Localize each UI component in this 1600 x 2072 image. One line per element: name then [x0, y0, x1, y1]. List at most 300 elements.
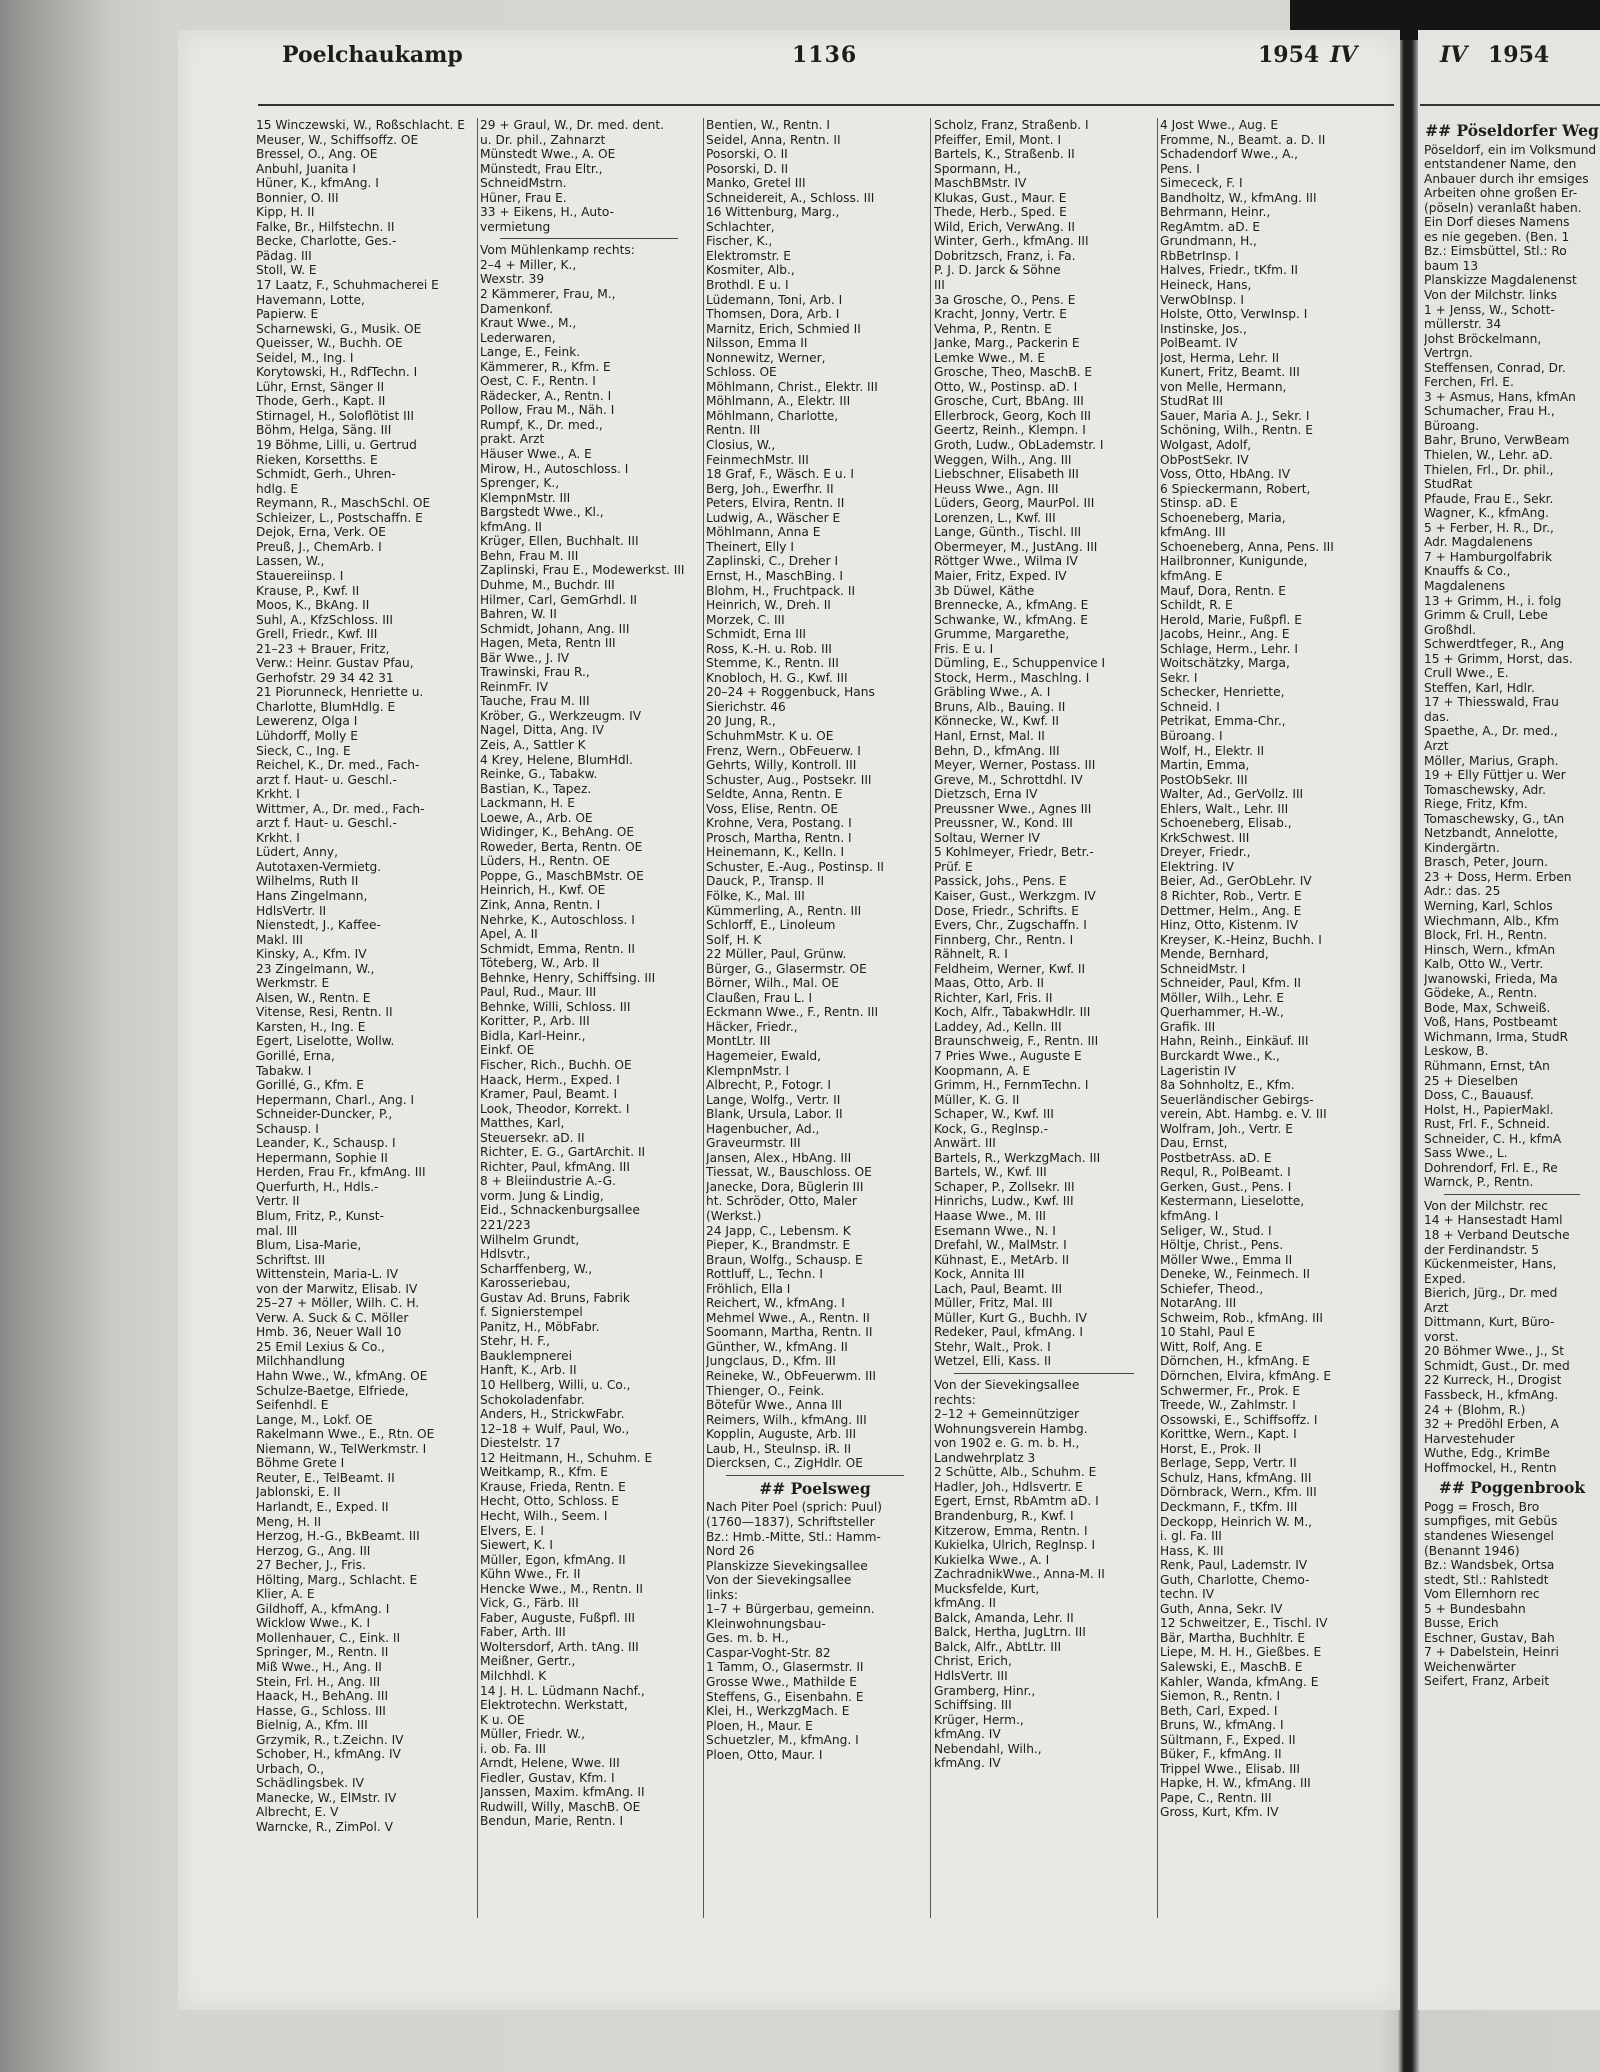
directory-entry: KlempnMstr. I — [706, 1063, 790, 1078]
directory-entry: Hans Zingelmann, — [256, 888, 368, 903]
directory-entry: Magdalenens — [1424, 578, 1506, 593]
directory-entry: Sass Wwe., L. — [1424, 1146, 1508, 1161]
directory-entry: Tomaschewsky, Adr. — [1424, 782, 1546, 797]
directory-entry: Schiefer, Theod., — [1160, 1281, 1264, 1296]
directory-entry: ObPostSekr. IV — [1160, 452, 1249, 467]
directory-entry: Voss, Elise, Rentn. OE — [706, 801, 839, 816]
directory-entry: Marnitz, Erich, Schmied II — [706, 321, 861, 336]
directory-entry: Bauklempnerei — [480, 1348, 572, 1363]
directory-entry: Stein, Frl. H., Ang. III — [256, 1674, 381, 1689]
directory-entry: 23 + Doss, Herm. Erben — [1424, 869, 1572, 884]
directory-entry: Wolfram, Joh., Vertr. E — [1160, 1121, 1293, 1136]
directory-entry: Gustav Ad. Bruns, Fabrik — [480, 1290, 630, 1305]
directory-entry: Niemann, W., TelWerkmstr. I — [256, 1441, 427, 1456]
directory-entry: Grosche, Theo, MaschB. E — [934, 365, 1093, 380]
directory-entry: Großhdl. — [1424, 622, 1477, 637]
directory-entry: Simececk, F. I — [1160, 176, 1243, 191]
directory-entry: Schildt, R. E — [1160, 598, 1233, 613]
directory-entry: Ossowski, E., Schiffsoffz. I — [1160, 1412, 1318, 1427]
directory-entry: Lewerenz, Olga I — [256, 714, 358, 729]
directory-entry: Landwehrplatz 3 — [934, 1450, 1036, 1465]
directory-entry: Schaper, W., Kwf. III — [934, 1107, 1054, 1122]
directory-entry: Reichert, W., kfmAng. I — [706, 1296, 845, 1311]
directory-entry: Arzt — [1424, 738, 1449, 753]
directory-entry: Schiffsing. III — [934, 1698, 1012, 1713]
directory-entry: Meuser, W., Schiffsoffz. OE — [256, 132, 419, 147]
directory-entry: 8a Sohnholtz, E., Kfm. — [1160, 1078, 1295, 1093]
directory-entry: Adr. Magdalenens — [1424, 535, 1533, 550]
directory-entry: Eid., Schnackenburgsallee — [480, 1203, 640, 1218]
directory-entry: Obermeyer, M., JustAng. III — [934, 539, 1098, 554]
directory-entry: Ellerbrock, Georg, Koch III — [934, 408, 1092, 423]
directory-entry: Seifenhdl. E — [256, 1398, 329, 1413]
directory-entry: Pens. I — [1160, 161, 1200, 176]
directory-entry: vermietung — [480, 219, 551, 234]
directory-entry: 20 Jung, R., — [706, 714, 776, 729]
directory-entry: III — [934, 278, 945, 293]
directory-entry: Möller, Marius, Graph. — [1424, 753, 1559, 768]
directory-entry: Anders, H., StrickwFabr. — [480, 1407, 625, 1422]
directory-entry: Krüger, Ellen, Buchhalt. III — [480, 534, 639, 549]
directory-entry: Steffensen, Conrad, Dr. — [1424, 360, 1566, 375]
directory-entry: Jwanowski, Frieda, Ma — [1424, 971, 1558, 986]
directory-entry: Janke, Marg., Packerin E — [934, 336, 1080, 351]
directory-entry: Damenkonf. — [480, 301, 554, 316]
directory-entry: 14 J. H. L. Lüdmann Nachf., — [480, 1683, 645, 1698]
directory-entry: Makl. III — [256, 932, 303, 947]
directory-entry: Müller, Fritz, Mal. III — [934, 1296, 1053, 1311]
directory-entry: Hecht, Otto, Schloss. E — [480, 1494, 620, 1509]
directory-entry: Balck, Amanda, Lehr. II — [934, 1610, 1074, 1625]
directory-entry: kfmAng. II — [480, 519, 542, 534]
directory-entry: Gerhofstr. 29 34 42 31 — [256, 670, 394, 685]
header-rule — [258, 104, 1394, 106]
directory-entry: Thielen, Frl., Dr. phil., — [1424, 462, 1554, 477]
directory-entry: Roweder, Berta, Rentn. OE — [480, 839, 643, 854]
directory-entry: Schneider-Duncker, P., — [256, 1107, 393, 1122]
directory-entry: Alsen, W., Rentn. E — [256, 990, 371, 1005]
directory-entry: Johst Bröckelmann, — [1424, 331, 1542, 346]
directory-entry: Kunert, Fritz, Beamt. III — [1160, 365, 1300, 380]
directory-entry: Mucksfelde, Kurt, — [934, 1581, 1040, 1596]
directory-entry: Schweim, Rob., kfmAng. III — [1160, 1310, 1323, 1325]
page-number: 1136 — [792, 42, 858, 68]
directory-entry: Heuss Wwe., Agn. III — [934, 481, 1059, 496]
directory-entry: 5 + Ferber, H. R., Dr., — [1424, 520, 1554, 535]
directory-entry: SchuhmMstr. K u. OE — [706, 728, 834, 743]
directory-entry: Lange, M., Lokf. OE — [256, 1412, 373, 1427]
directory-entry: Knauffs & Co., — [1424, 564, 1511, 579]
directory-entry: Panitz, H., MöbFabr. — [480, 1319, 600, 1334]
directory-entry: Kröber, G., Werkzeugm. IV — [480, 708, 642, 723]
directory-entry: 4 Jost Wwe., Aug. E — [1160, 118, 1279, 132]
directory-entry: Albrecht, P., Fotogr. I — [706, 1078, 831, 1093]
directory-entry: Salewski, E., MaschB. E — [1160, 1659, 1303, 1674]
directory-entry: Hahn Wwe., W., kfmAng. OE — [256, 1369, 428, 1384]
directory-entry: Hailbronner, Kunigunde, — [1160, 554, 1308, 569]
directory-entry: Wittenstein, Maria-L. IV — [256, 1267, 399, 1282]
directory-entry: Caspar-Voght-Str. 82 — [706, 1645, 831, 1660]
directory-entry: Steffens, G., Eisenbahn. E — [706, 1689, 864, 1704]
directory-entry: Heinemann, K., Kelln. I — [706, 845, 845, 860]
directory-entry: Kitzerow, Emma, Rentn. I — [934, 1523, 1088, 1538]
directory-entry: VerwObInsp. I — [1160, 292, 1244, 307]
directory-entry: Kraut Wwe., M., — [480, 316, 577, 331]
directory-entry: Schlachter, — [706, 219, 775, 234]
directory-entry: Müller, K. G. II — [934, 1092, 1020, 1107]
directory-entry: Papierw. E — [256, 307, 319, 322]
directory-entry: Schmidt, Gerh., Uhren- — [256, 467, 396, 482]
directory-entry: Hadler, Joh., Hdlsvertr. E — [934, 1479, 1083, 1494]
directory-entry: Richter, Paul, kfmAng. III — [480, 1159, 630, 1174]
directory-entry: Seldte, Anna, Rentn. E — [706, 787, 843, 802]
directory-entry: Lüders, H., Rentn. OE — [480, 854, 610, 869]
directory-entry: Dobritzsch, Franz, i. Fa. — [934, 248, 1076, 263]
directory-entry: Beier, Ad., GerObLehr. IV — [1160, 874, 1312, 889]
directory-entry: Planskizze Sievekingsallee — [706, 1558, 868, 1573]
directory-entry: Leskow, B. — [1424, 1044, 1489, 1059]
directory-entry: prakt. Arzt — [480, 432, 545, 447]
directory-entry: Kopplin, Auguste, Arb. III — [706, 1427, 857, 1442]
directory-entry: Pfeiffer, Emil, Mont. I — [934, 132, 1062, 147]
directory-entry: Stehr, H. F., — [480, 1334, 550, 1349]
directory-entry: Peters, Elvira, Rentn. II — [706, 496, 845, 511]
column-divider — [477, 118, 478, 1918]
directory-entry: Nord 26 — [706, 1544, 755, 1559]
directory-entry: links: — [706, 1587, 739, 1602]
directory-entry: Rieken, Korsetths. E — [256, 452, 378, 467]
directory-entry: Diestelstr. 17 — [480, 1436, 561, 1451]
directory-entry: Krüger, Herm., — [934, 1712, 1024, 1727]
directory-entry: Hasse, G., Schloss. III — [256, 1703, 386, 1718]
directory-entry: Dettmer, Helm., Ang. E — [1160, 903, 1302, 918]
directory-entry: Töteberg, W., Arb. II — [480, 956, 600, 971]
directory-entry: Faber, Auguste, Fußpfl. III — [480, 1610, 635, 1625]
directory-entry: von Melle, Hermann, — [1160, 379, 1287, 394]
directory-entry: Mirow, H., Autoschloss. I — [480, 461, 629, 476]
directory-entry: Gödeke, A., Rentn. — [1424, 986, 1538, 1001]
directory-entry: Grimm, H., FernmTechn. I — [934, 1078, 1089, 1093]
directory-entry: Graveurmstr. III — [706, 1136, 801, 1151]
directory-entry: Netzbandt, Annelotte, — [1424, 826, 1559, 841]
directory-entry: verein, Abt. Hambg. e. V. III — [1160, 1107, 1327, 1122]
right-running-head-volume: IV — [1440, 42, 1468, 68]
directory-entry: Nach Piter Poel (sprich: Puul) — [706, 1500, 883, 1515]
directory-entry: arzt f. Haut- u. Geschl.- — [256, 772, 397, 787]
directory-entry: Reimers, Wilh., kfmAng. III — [706, 1412, 867, 1427]
directory-entry: 6 Spieckermann, Robert, — [1160, 481, 1311, 496]
directory-entry: Balck, Alfr., AbtLtr. III — [934, 1639, 1062, 1654]
directory-entry: Dau, Ernst, — [1160, 1136, 1228, 1151]
directory-entry: Morzek, C. III — [706, 612, 785, 627]
directory-entry: Kestermann, Lieselotte, — [1160, 1194, 1305, 1209]
directory-entry: Häcker, Friedr., — [706, 1019, 798, 1034]
directory-entry: Hmb. 36, Neuer Wall 10 — [256, 1325, 402, 1340]
directory-entry: Rust, Frl. F., Schneid. — [1424, 1117, 1550, 1132]
directory-column-5 — [1160, 118, 1390, 1928]
directory-entry: Koch, Alfr., TabakwHdlr. III — [934, 1005, 1091, 1020]
directory-entry: Sierichstr. 46 — [706, 699, 786, 714]
directory-entry: Reichel, K., Dr. med., Fach- — [256, 758, 420, 773]
directory-entry: Soomann, Martha, Rentn. II — [706, 1325, 873, 1340]
directory-entry: 10 Hellberg, Willi, u. Co., — [480, 1378, 631, 1393]
directory-entry: Nonnewitz, Werner, — [706, 350, 826, 365]
directory-entry: 22 Müller, Paul, Grünw. — [706, 947, 847, 962]
directory-entry: Sieck, C., Ing. E — [256, 743, 351, 758]
directory-entry: Bär, Martha, Buchhltr. E — [1160, 1630, 1306, 1645]
directory-entry: 8 Richter, Rob., Vertr. E — [1160, 888, 1302, 903]
directory-entry: Maas, Otto, Arb. II — [934, 976, 1044, 991]
directory-entry: Janssen, Maxim. kfmAng. II — [480, 1785, 645, 1800]
directory-entry: Prosch, Martha, Rentn. I — [706, 830, 852, 845]
running-head-volume: IV — [1330, 42, 1358, 68]
directory-entry: 12 Heitmann, H., Schuhm. E — [480, 1450, 653, 1465]
directory-entry: Halves, Friedr., tKfm. II — [1160, 263, 1298, 278]
directory-entry: Schoeneberg, Anna, Pens. III — [1160, 539, 1334, 554]
directory-entry: Poppe, G., MaschBMstr. OE — [480, 868, 644, 883]
directory-entry: 20–24 + Roggenbuck, Hans — [706, 685, 875, 700]
directory-entry: Ludwig, A., Wäscher E — [706, 510, 841, 525]
directory-entry: Renk, Paul, Lademstr. IV — [1160, 1558, 1308, 1573]
directory-entry: Block, Frl. H., Rentn. — [1424, 928, 1548, 943]
section-rule — [726, 1475, 904, 1476]
column-divider — [930, 118, 931, 1918]
directory-entry: 5 + Bundesbahn — [1424, 1601, 1526, 1616]
directory-entry: es nie gegeben. (Ben. 1 — [1424, 229, 1570, 244]
directory-entry: 2 Schütte, Alb., Schuhm. E — [934, 1465, 1097, 1480]
directory-entry: Zink, Anna, Rentn. I — [480, 897, 601, 912]
directory-entry: Arbeiten ohne großen Er- — [1424, 186, 1578, 201]
directory-entry: Vom Mühlenkamp rechts: — [480, 243, 635, 258]
directory-entry: kfmAng. IV — [934, 1727, 1001, 1742]
directory-entry: Bressel, O., Ang. OE — [256, 147, 378, 162]
directory-entry: Schulz, Hans, kfmAng. III — [1160, 1470, 1312, 1485]
directory-entry: Behnke, Henry, Schiffsing. III — [480, 970, 656, 985]
directory-entry: Dreyer, Friedr., — [1160, 845, 1251, 860]
directory-entry: Lach, Paul, Beamt. III — [934, 1281, 1063, 1296]
directory-entry: Kindergärtn. — [1424, 840, 1500, 855]
directory-entry: Pieper, K., Brandmstr. E — [706, 1238, 851, 1253]
directory-entry: Faber, Arth. III — [480, 1625, 566, 1640]
directory-entry: Elvers, E. I — [480, 1523, 544, 1538]
directory-entry: Manko, Gretel III — [706, 176, 806, 191]
directory-entry: Maier, Fritz, Exped. IV — [934, 568, 1067, 583]
directory-entry: Blank, Ursula, Labor. II — [706, 1107, 843, 1122]
directory-entry: Duhme, M., Buchdr. III — [480, 577, 615, 592]
directory-entry: Vehma, P., Rentn. E — [934, 321, 1052, 336]
directory-entry: Leander, K., Schausp. I — [256, 1136, 396, 1151]
directory-entry: Kümmerling, A., Rentn. III — [706, 903, 862, 918]
directory-entry: Dittmann, Kurt, Büro- — [1424, 1315, 1555, 1330]
directory-entry: Bargstedt Wwe., Kl., — [480, 505, 604, 520]
directory-entry: Ross, K.-H. u. Rob. III — [706, 641, 832, 656]
directory-entry: Tomaschewsky, G., tAn — [1424, 811, 1565, 826]
directory-entry: Hoffmockel, H., Rentn — [1424, 1460, 1557, 1475]
running-head-year: 1954 — [1258, 42, 1320, 68]
directory-entry: Hüner, Frau E. — [480, 190, 567, 205]
directory-entry: 18 Graf, F., Wäsch. E u. I — [706, 467, 854, 482]
directory-entry: Schausp. I — [256, 1121, 319, 1136]
directory-entry: Crull Wwe., E. — [1424, 666, 1509, 681]
directory-entry: Warncke, R., ZimPol. V — [256, 1819, 393, 1834]
directory-entry: Lange, Günth., Tischl. III — [934, 525, 1082, 540]
directory-entry: Häuser Wwe., A. E — [480, 447, 592, 462]
directory-entry: Fromme, N., Beamt. a. D. II — [1160, 132, 1326, 147]
directory-entry: Möller Wwe., Emma II — [1160, 1252, 1293, 1267]
directory-entry: Winter, Gerh., kfmAng. III — [934, 234, 1089, 249]
directory-entry: Fischer, Rich., Buchh. OE — [480, 1058, 632, 1072]
directory-entry: Schumacher, Frau H., — [1424, 404, 1555, 419]
directory-entry: Preussner Wwe., Agnes III — [934, 801, 1092, 816]
directory-entry: Bz.: Wandsbek, Ortsa — [1424, 1558, 1555, 1573]
directory-entry: Schwermer, Fr., Prok. E — [1160, 1383, 1301, 1398]
directory-entry: HdlsVertr. II — [256, 903, 327, 918]
directory-entry: 32 + Predöhl Erben, A — [1424, 1417, 1559, 1432]
directory-entry: Krause, P., Kwf. II — [256, 583, 360, 598]
directory-entry: Brandenburg, R., Kwf. I — [934, 1508, 1074, 1523]
directory-entry: PolBeamt. IV — [1160, 336, 1238, 351]
directory-entry: baum 13 — [1424, 258, 1479, 273]
directory-entry: Schmidt, Gust., Dr. med — [1424, 1358, 1570, 1373]
directory-entry: Warnck, P., Rentn. — [1424, 1175, 1534, 1190]
directory-entry: vorst. — [1424, 1329, 1459, 1344]
directory-entry: Otto, W., Postinsp. aD. I — [934, 379, 1078, 394]
directory-entry: Autotaxen-Vermietg. — [256, 859, 382, 874]
directory-entry: Doss, C., Bauausf. — [1424, 1088, 1534, 1103]
directory-entry: Thode, Gerh., Kapt. II — [256, 394, 386, 409]
directory-entry: Stinsp. aD. E — [1160, 496, 1238, 511]
directory-entry: Deneke, W., Feinmech. II — [1160, 1267, 1310, 1282]
directory-entry: Büker, F., kfmAng. II — [1160, 1747, 1282, 1762]
directory-entry: Trippel Wwe., Elisab. III — [1160, 1761, 1300, 1776]
directory-entry: Albrecht, E. V — [256, 1805, 339, 1820]
directory-entry: Gildhoff, A., kfmAng. I — [256, 1601, 390, 1616]
directory-entry: Schmidt, Erna III — [706, 627, 807, 642]
directory-entry: K u. OE — [480, 1712, 525, 1727]
directory-entry: Woltersdorf, Arth. tAng. III — [480, 1639, 639, 1654]
directory-entry: Balck, Hertha, JugLtrn. III — [934, 1625, 1086, 1640]
directory-entry: Dose, Friedr., Schrifts. E — [934, 903, 1079, 918]
directory-entry: 15 + Grimm, Horst, das. — [1424, 651, 1573, 666]
directory-column-3 — [706, 118, 924, 1928]
directory-entry: 16 Wittenburg, Marg., — [706, 205, 840, 220]
directory-entry: Elektrotechn. Werkstatt, — [480, 1698, 628, 1713]
directory-entry: Heineck, Hans, — [1160, 278, 1252, 293]
directory-entry: 27 Becher, J., Fris. — [256, 1558, 366, 1573]
directory-entry: Gramberg, Hinr., — [934, 1683, 1036, 1698]
directory-entry: Petrikat, Emma-Chr., — [1160, 714, 1286, 729]
directory-entry: Oest, C. F., Rentn. I — [480, 374, 596, 389]
directory-entry: Nehrke, K., Autoschloss. I — [480, 912, 635, 927]
directory-entry: Kukielka Wwe., A. I — [934, 1552, 1050, 1567]
directory-entry: Behn, D., kfmAng. III — [934, 743, 1060, 758]
directory-entry: Hagenbucher, Ad., — [706, 1121, 820, 1136]
directory-entry: 2–12 + Gemeinnütziger — [934, 1407, 1079, 1422]
directory-entry: Wolgast, Adolf, — [1160, 438, 1252, 453]
directory-entry: Wild, Erich, VerwAng. II — [934, 219, 1075, 234]
directory-entry: Moos, K., BkAng. II — [256, 598, 370, 613]
directory-entry: Evers, Chr., Zugschaffn. I — [934, 918, 1087, 933]
directory-entry: Bandholtz, W., kfmAng. III — [1160, 190, 1317, 205]
directory-entry: Jost, Herma, Lehr. II — [1160, 350, 1280, 365]
directory-entry: Dörnchen, Elvira, kfmAng. E — [1160, 1369, 1332, 1384]
directory-entry: Fassbeck, H., kfmAng. — [1424, 1388, 1559, 1403]
directory-entry: Ploen, Otto, Maur. I — [706, 1747, 823, 1762]
directory-entry: 10 Stahl, Paul E — [1160, 1325, 1256, 1340]
directory-entry: Schwanke, W., kfmAng. E — [934, 612, 1088, 627]
directory-entry: Geertz, Reinh., Klempn. I — [934, 423, 1086, 438]
directory-entry: Horst, E., Prok. II — [1160, 1441, 1262, 1456]
directory-entry: Querfurth, H., Hdls.- — [256, 1179, 379, 1194]
directory-entry: 19 Böhme, Lilli, u. Gertrud — [256, 438, 417, 453]
directory-entry: Könnecke, W., Kwf. II — [934, 714, 1059, 729]
directory-entry: Stauereiinsp. I — [256, 568, 344, 583]
directory-entry: Schuetzler, M., kfmAng. I — [706, 1733, 859, 1748]
directory-entry: 22 Kurreck, H., Drogist — [1424, 1373, 1562, 1388]
directory-entry: Korytowski, H., RdfTechn. I — [256, 365, 418, 380]
directory-entry: f. Signierstempel — [480, 1305, 583, 1320]
directory-entry: Karosseriebau, — [480, 1276, 571, 1291]
directory-entry: Martin, Emma, — [1160, 758, 1250, 773]
directory-entry: Wiechmann, Alb., Kfm — [1424, 913, 1559, 928]
directory-entry: Bruns, Alb., Bauing. II — [934, 699, 1066, 714]
directory-entry: 19 + Elly Füttjer u. Wer — [1424, 768, 1566, 783]
directory-entry: Bötefür Wwe., Anna III — [706, 1398, 843, 1413]
directory-entry: Einkf. OE — [480, 1043, 535, 1058]
directory-entry: Büroang. — [1424, 418, 1480, 433]
directory-entry: Werkmstr. E — [256, 976, 330, 991]
directory-entry: Rähnelt, R. I — [934, 947, 1008, 962]
directory-entry: Laddey, Ad., Kelln. III — [934, 1019, 1062, 1034]
directory-entry: Anwärt. III — [934, 1136, 996, 1151]
directory-entry: Anbauer durch ihr emsiges — [1424, 171, 1589, 186]
directory-entry: Schmidt, Johann, Ang. III — [480, 621, 630, 636]
directory-entry: (Benannt 1946) — [1424, 1543, 1520, 1558]
directory-entry: Bär Wwe., J. IV — [480, 650, 570, 665]
directory-entry: Stehr, Walt., Prok. I — [934, 1339, 1051, 1354]
directory-entry: 24 + (Blohm, R.) — [1424, 1402, 1526, 1417]
directory-entry: Fris. E u. I — [934, 641, 994, 656]
section-rule — [1444, 1194, 1580, 1195]
directory-entry: Prüf. E — [934, 859, 973, 874]
directory-entry: Bahren, W. II — [480, 607, 557, 622]
directory-entry: Instinske, Jos., — [1160, 321, 1247, 336]
directory-entry: Ernst, H., MaschBing. I — [706, 568, 843, 583]
directory-entry: Hepermann, Charl., Ang. I — [256, 1092, 415, 1107]
directory-entry: Pogg = Frosch, Bro — [1424, 1499, 1540, 1514]
directory-entry: Grell, Friedr., Kwf. III — [256, 627, 378, 642]
running-head-street: Poelchaukamp — [282, 42, 463, 68]
directory-entry: Von der Sievekingsallee — [706, 1573, 852, 1588]
directory-entry: Behrmann, Heinr., — [1160, 205, 1271, 220]
directory-entry: Preussner, W., Kond. III — [934, 816, 1073, 831]
directory-entry: Lühdorff, Molly E — [256, 728, 358, 743]
directory-entry: Apel, A. II — [480, 927, 538, 942]
directory-entry: Kahler, Wanda, kfmAng. E — [1160, 1674, 1319, 1689]
directory-entry: Bentien, W., Rentn. I — [706, 118, 830, 132]
directory-entry: Zaplinski, Frau E., Modewerkst. III — [480, 563, 685, 578]
directory-entry: Fiedler, Gustav, Kfm. I — [480, 1770, 615, 1785]
directory-entry: Lühr, Ernst, Sänger II — [256, 379, 385, 394]
directory-entry: Hinrichs, Ludw., Kwf. III — [934, 1194, 1074, 1209]
directory-entry: Thomsen, Dora, Arb. I — [706, 307, 840, 322]
directory-entry: KlempnMstr. III — [480, 490, 571, 505]
directory-entry: Nilsson, Emma II — [706, 336, 808, 351]
directory-entry: Fölke, K., Mal. III — [706, 888, 805, 903]
directory-entry: Kühnast, E., MetArb. II — [934, 1252, 1070, 1267]
directory-entry: RegAmtm. aD. E — [1160, 219, 1261, 234]
directory-entry: Braun, Wolfg., Schausp. E — [706, 1252, 863, 1267]
